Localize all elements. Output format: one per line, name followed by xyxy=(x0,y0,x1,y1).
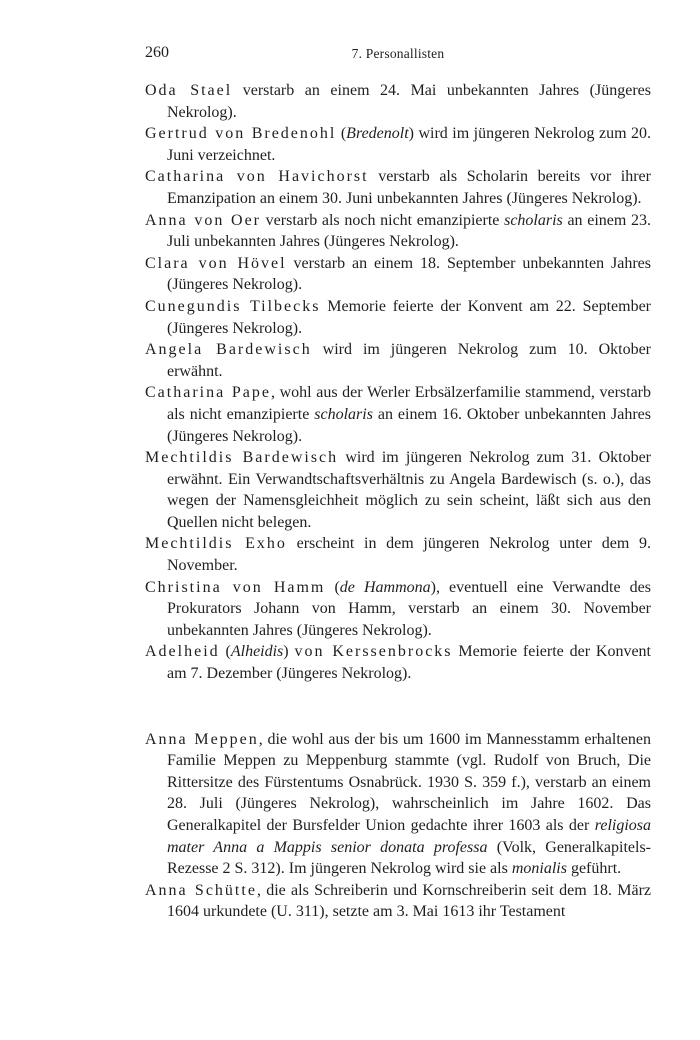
entry-italic: Bredenolt xyxy=(346,125,409,143)
entry-text: wird im jüngeren Nekrolog zum 31. Oktober erwähnt. Ein Verwandtschaftsverhältnis zu Angela Bardewisch (s. o.), das wegen der Namensgleichheit möglich zu sein scheint, läßt sich aus den Quellen nicht belegen. xyxy=(167,449,652,531)
entry-anna-von-oer xyxy=(145,210,651,253)
page-header xyxy=(145,44,651,68)
entry-text: verstarb als noch nicht emanzipierte xyxy=(261,211,505,229)
entry-gertrud-von-bredenohl xyxy=(145,123,651,166)
entry-text: (Volk, Generalkapitels-Rezesse 2 S. 312). Im jüngeren Nekrolog wird sie als xyxy=(167,838,652,878)
entry-italic: de Hammona xyxy=(339,578,431,596)
person-name: Anna von Oer xyxy=(145,211,261,229)
entry-text: ( xyxy=(325,578,340,596)
entry-text: ( xyxy=(336,125,347,143)
entry-mechtildis-exho xyxy=(145,533,651,576)
entry-anna-meppen xyxy=(145,729,651,880)
entry-text: , die als Schreiberin und Kornschreiberin seit dem 18. März 1604 urkundete (U. 311), setzte am 3. Mai 1613 ihr Testament xyxy=(167,881,651,921)
entry-cunegundis-tilbecks xyxy=(145,296,651,339)
entry-text: ) wird im jüngeren Nekrolog zum 20. Juni verzeichnet. xyxy=(167,125,652,164)
entry-text: an einem 23. Juli unbekannten Jahres (Jüngeres Nekrolog). xyxy=(167,211,651,251)
entry-text: ), eventuell eine Verwandte des Prokurators Johann von Hamm, verstarb an einem 30. November unbekannten Jahres (Jüngeres Nekrolog). xyxy=(167,578,651,639)
entry-text: verstarb an einem 18. September unbekannten Jahres (Jüngeres Nekrolog). xyxy=(167,254,651,294)
person-name: Clara von Hövel xyxy=(145,254,287,272)
person-name: Gertrud von Bredenohl xyxy=(145,125,337,143)
entry-italic: religiosa mater Anna a Mappis senior donata professa xyxy=(167,817,651,856)
person-name: Mechtildis Bardewisch xyxy=(145,449,339,467)
entry-angela-bardewisch xyxy=(145,339,651,382)
entry-text: Memorie feierte der Konvent am 22. September (Jüngeres Nekrolog). xyxy=(167,297,652,337)
entry-text: an einem 16. Oktober unbekannten Jahres (Jüngeres Nekrolog). xyxy=(167,405,651,445)
entry-text: Memorie feierte der Konvent am 7. Dezember (Jüngeres Nekrolog). xyxy=(167,643,651,683)
entry-text: wird im jüngeren Nekrolog zum 10. Oktober erwähnt. xyxy=(167,341,652,380)
entry-catharina-von-havichorst xyxy=(145,166,651,209)
person-name: Christina von Hamm xyxy=(145,578,326,596)
person-name: Anna Meppen xyxy=(145,730,259,748)
entry-italic: monialis xyxy=(511,860,567,878)
page-body xyxy=(145,80,651,923)
entry-text: ( xyxy=(219,643,231,661)
person-name: Adelheid xyxy=(145,643,220,661)
entry-christina-von-hamm xyxy=(145,577,651,642)
entry-text: , wohl aus der Werler Erbsälzerfamilie stammend, verstarb als nicht emanzipierte xyxy=(167,384,652,423)
entry-text: verstarb als Scholarin bereits vor ihrer Emanzipation an einem 30. Juni unbekannten Jahres (Jüngeres Nekrolog). xyxy=(167,168,651,207)
section-gap xyxy=(145,685,651,729)
entry-text: ) xyxy=(283,643,295,661)
entry-catharina-pape xyxy=(145,382,651,447)
entry-text: erscheint in dem jüngeren Nekrolog unter dem 9. November. xyxy=(167,535,651,575)
person-name: Mechtildis Exho xyxy=(145,535,287,553)
entry-italic: scholaris xyxy=(314,405,373,423)
entry-text: , die wohl aus der bis um 1600 im Mannesstamm erhaltenen Familie Meppen zu Meppenburg stammte (vgl. Rudolf von Bruch, Die Rittersitze des Fürstentums Osnabrück. 1930 S. 359 f.), verstarb an einem 28. Juli (Jüngeres Nekrolog), wahrscheinlich im Jahre 1602. Das Generalkapitel der Bursfelder Union gedachte ihrer 1603 als der xyxy=(167,730,651,834)
person-name: Angela Bardewisch xyxy=(145,341,312,359)
person-name: Anna Schütte xyxy=(145,881,257,899)
entry-text: geführt. xyxy=(566,860,622,878)
person-name: Catharina von Havichorst xyxy=(145,168,369,186)
person-name: Oda Stael xyxy=(145,82,233,99)
entry-mechtildis-bardewisch xyxy=(145,447,651,533)
entry-italic: scholaris xyxy=(504,211,563,229)
person-name: von Kerssenbrocks xyxy=(294,643,453,661)
entry-text: verstarb an einem 24. Mai unbekannten Jahres (Jüngeres Nekrolog). xyxy=(167,82,651,121)
entry-anna-schuette xyxy=(145,880,651,923)
page-number: 260 xyxy=(145,44,169,61)
running-title: 7. Personallisten xyxy=(351,46,445,61)
entry-oda-stael xyxy=(145,80,651,123)
entry-adelheid-von-kerssenbrocks xyxy=(145,641,651,684)
entry-clara-von-hoevel xyxy=(145,253,651,296)
person-name: Cunegundis Tilbecks xyxy=(145,297,321,315)
person-name: Catharina Pape xyxy=(145,384,271,402)
entry-italic: Alheidis xyxy=(230,643,284,661)
